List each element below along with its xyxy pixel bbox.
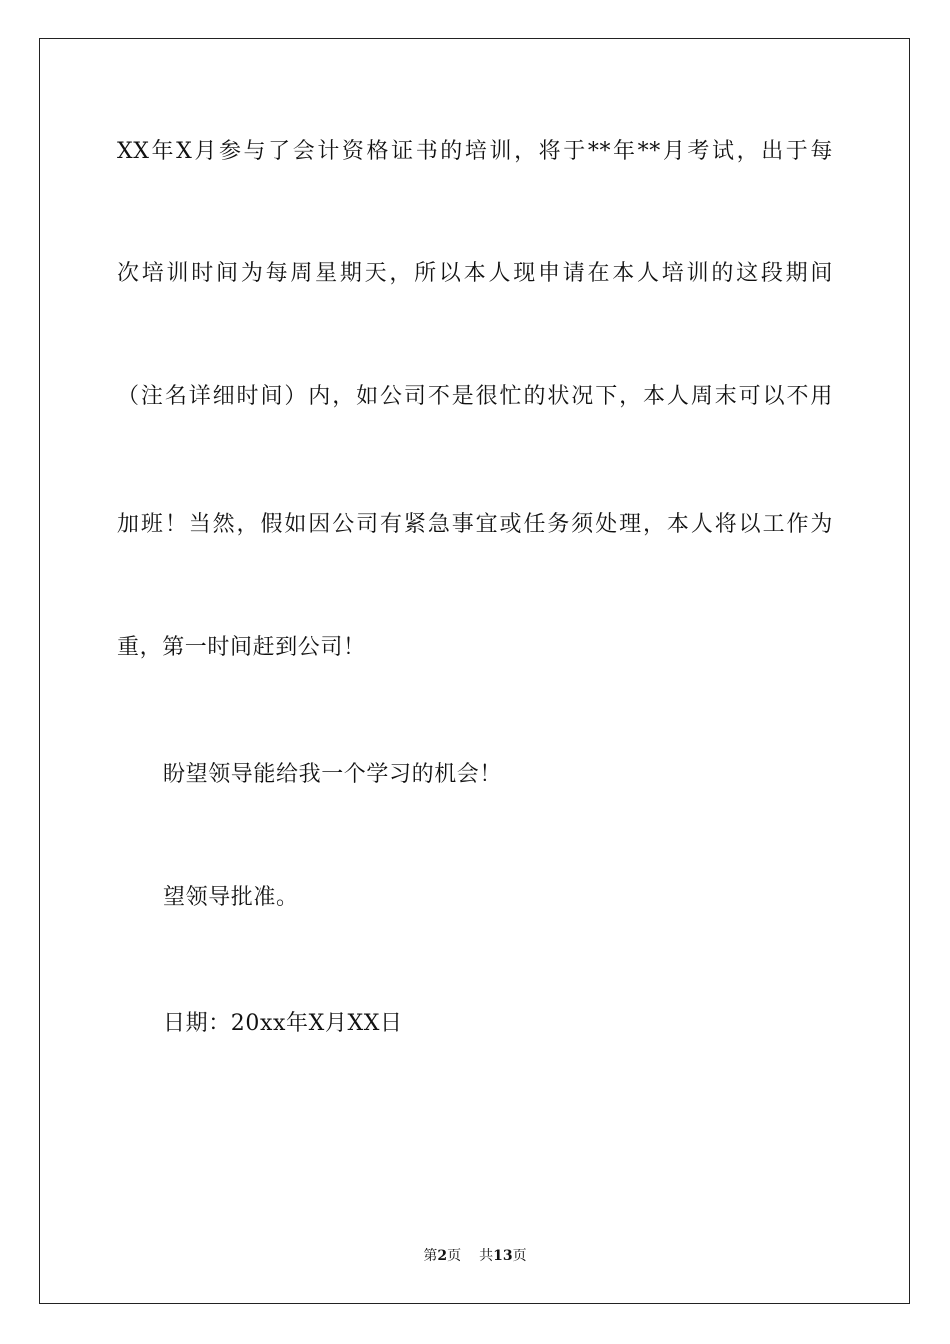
footer-page-prefix: 第 — [423, 1248, 438, 1264]
hope-line: 盼望领导能给我一个学习的机会！ — [163, 762, 503, 787]
page-border — [39, 38, 910, 1304]
paragraph-line-4: 加班！当然，假如因公司有紧急事宜或任务须处理，本人将以工作为 — [117, 512, 833, 537]
paragraph-line-1: XX年X月参与了会计资格证书的培训，将于**年**月考试，出于每 — [117, 139, 833, 164]
footer-page-total: 13 — [493, 1248, 513, 1264]
footer-total-suffix: 页 — [512, 1248, 527, 1264]
approval-line: 望领导批准。 — [163, 885, 299, 910]
date-line: 日期：20xx年X月XX日 — [163, 1011, 403, 1036]
footer-page-current: 2 — [437, 1248, 448, 1264]
page-footer — [0, 1247, 950, 1265]
paragraph-line-2: 次培训时间为每周星期天，所以本人现申请在本人培训的这段期间 — [117, 261, 833, 286]
paragraph-line-5: 重，第一时间赶到公司！ — [117, 635, 366, 660]
paragraph-line-3: （注名详细时间）内，如公司不是很忙的状况下，本人周末可以不用 — [117, 384, 833, 409]
footer-page-suffix: 页 — [447, 1248, 462, 1264]
footer-total-prefix: 共 — [479, 1248, 494, 1264]
